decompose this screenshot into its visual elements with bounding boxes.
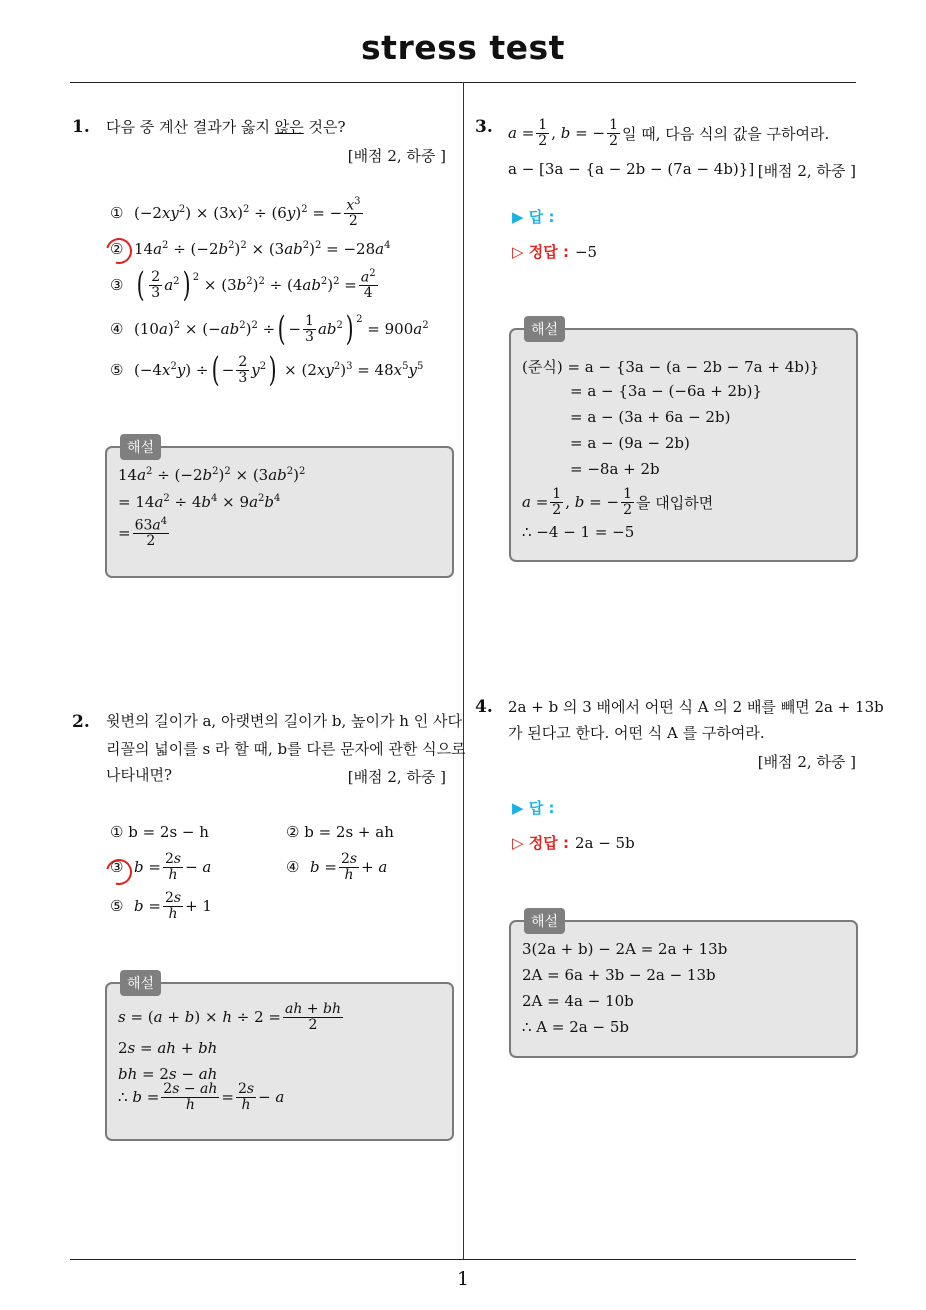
q1-meta: [배점 2, 하중 ] [347,147,446,165]
page-title: stress test [361,28,565,67]
q3-expression: a − [3a − {a − 2b − (7a − 4b)}] [508,160,755,178]
q4-answer-label[interactable]: ▶ 답 : [512,799,555,817]
q1-choice-5[interactable]: ⑤ $(-4x^2y)$ ÷ ( − $\frac{2}{3}$ $y^2$ ) × $(2xy^2)^3 = 48x^5y^5$ [110,350,424,390]
q3-sol-line: = a − {3a − (−6a + 2b)} [570,382,763,400]
q3-number: 3. [475,117,493,137]
q1-text: 다음 중 계산 결과가 옳지 않은 것은? [106,118,346,136]
q4-correct-answer: ▷ 정답 : 2a − 5b [512,834,635,852]
q2-explain-line: 2s = ah + bh [118,1039,218,1057]
q2-explain-line: bh = 2s − ah [118,1065,218,1083]
q3-sol-substitution: a = $\frac{1}{2}$ , b = − $\frac{1}{2}$ 을 대입하면 [522,486,714,518]
bottom-rule [70,1259,856,1260]
q3-sol-line: = a − (9a − 2b) [570,434,690,452]
q4-number: 4. [475,697,493,717]
q1-explain-line: = $14a^2 \div 4b^4 \times 9a^2b^4$ [118,493,281,511]
q1-choice-2[interactable]: ② $14a^2 \div (-2b^2)^2 \times (3ab^2)^2 = -28a^4$ [110,240,391,258]
page-number: 1 [456,1268,470,1290]
q4-line-1: 2a + b 의 3 배에서 어떤 식 A 의 2 배를 빼면 2a + 13b [508,698,884,716]
q4-sol-line: 2A = 6a + 3b − 2a − 13b [522,966,716,984]
q3-condition: a = $\frac{1}{2}$ , b = − $\frac{1}{2}$ 일 때, 다음 식의 값을 구하여라. [508,117,830,149]
q4-line-2: 가 된다고 한다. 어떤 식 A 를 구하여라. [508,724,765,742]
q2-explain-line: s = (a + b) × h ÷ 2 = $\frac{ah + bh}{2}$ [118,1001,341,1033]
q3-explanation-tag: 해설 [524,316,565,342]
q2-number: 2. [72,712,90,732]
q4-explanation-tag: 해설 [524,908,565,934]
q1-number: 1. [72,117,90,137]
q2-explain-line: ∴ b = $\frac{2s - ah}{h}$ = $\frac{2s}{h}$ − a [118,1081,285,1113]
q1-choice-4[interactable]: ④ $(10a)^2 \times (-ab^2)^2$ ÷ ( − $\frac{1}{3}$ $ab^2$ ) $^2$ = $900a^2$ [110,309,429,349]
q3-sol-final: ∴ −4 − 1 = −5 [522,523,635,541]
q2-choice-1[interactable]: ① b = 2s − h [110,823,209,841]
q3-meta: [배점 2, 하중 ] [757,162,856,180]
q3-sol-line: (준식) = a − {3a − (a − 2b − 7a + 4b)} [522,358,820,376]
q2-meta: [배점 2, 하중 ] [347,768,446,786]
q1-choice-1[interactable]: ① $(-2xy^2) \times (3x)^2 \div (6y)^2$ = − $\frac{x^3}{2}$ [110,196,361,230]
q2-line-3: 나타내면? [106,766,173,784]
q1-explanation-tag: 해설 [120,434,161,460]
column-divider [463,82,464,1259]
q1-explain-line: = $\frac{63a^4}{2}$ [118,516,168,550]
q2-choice-4[interactable]: ④ b = $\frac{2s}{h}$ + a [286,851,388,883]
q2-line-2: 리꼴의 넓이를 s 라 할 때, b를 다른 문자에 관한 식으로 [106,740,466,758]
q3-correct-answer: ▷ 정답 : −5 [512,243,598,261]
q4-sol-line: 2A = 4a − 10b [522,992,634,1010]
q2-line-1: 윗변의 길이가 a, 아랫변의 길이가 b, 높이가 h 인 사다 [106,712,462,730]
q1-choice-3[interactable]: ③ ( $\frac{2}{3}$ $a^2$ ) $^2$ × $(3b^2)^2 \div (4ab^2)^2$ = $\frac{a^2}{4}$ [110,265,376,305]
q2-choice-5[interactable]: ⑤ b = $\frac{2s}{h}$ + 1 [110,890,212,922]
q4-meta: [배점 2, 하중 ] [757,753,856,771]
q4-sol-line: ∴ A = 2a − 5b [522,1018,629,1036]
q2-choice-3[interactable]: ③ b = $\frac{2s}{h}$ − a [110,851,212,883]
q3-answer-label[interactable]: ▶ 답 : [512,208,555,226]
q1-explain-line: $14a^2 \div (-2b^2)^2 \times (3ab^2)^2$ [118,466,306,484]
q4-sol-line: 3(2a + b) − 2A = 2a + 13b [522,940,728,958]
q3-sol-line: = a − (3a + 6a − 2b) [570,408,731,426]
q3-sol-line: = −8a + 2b [570,460,660,478]
q2-explanation-tag: 해설 [120,970,161,996]
q2-choice-2[interactable]: ② b = 2s + ah [286,823,394,841]
